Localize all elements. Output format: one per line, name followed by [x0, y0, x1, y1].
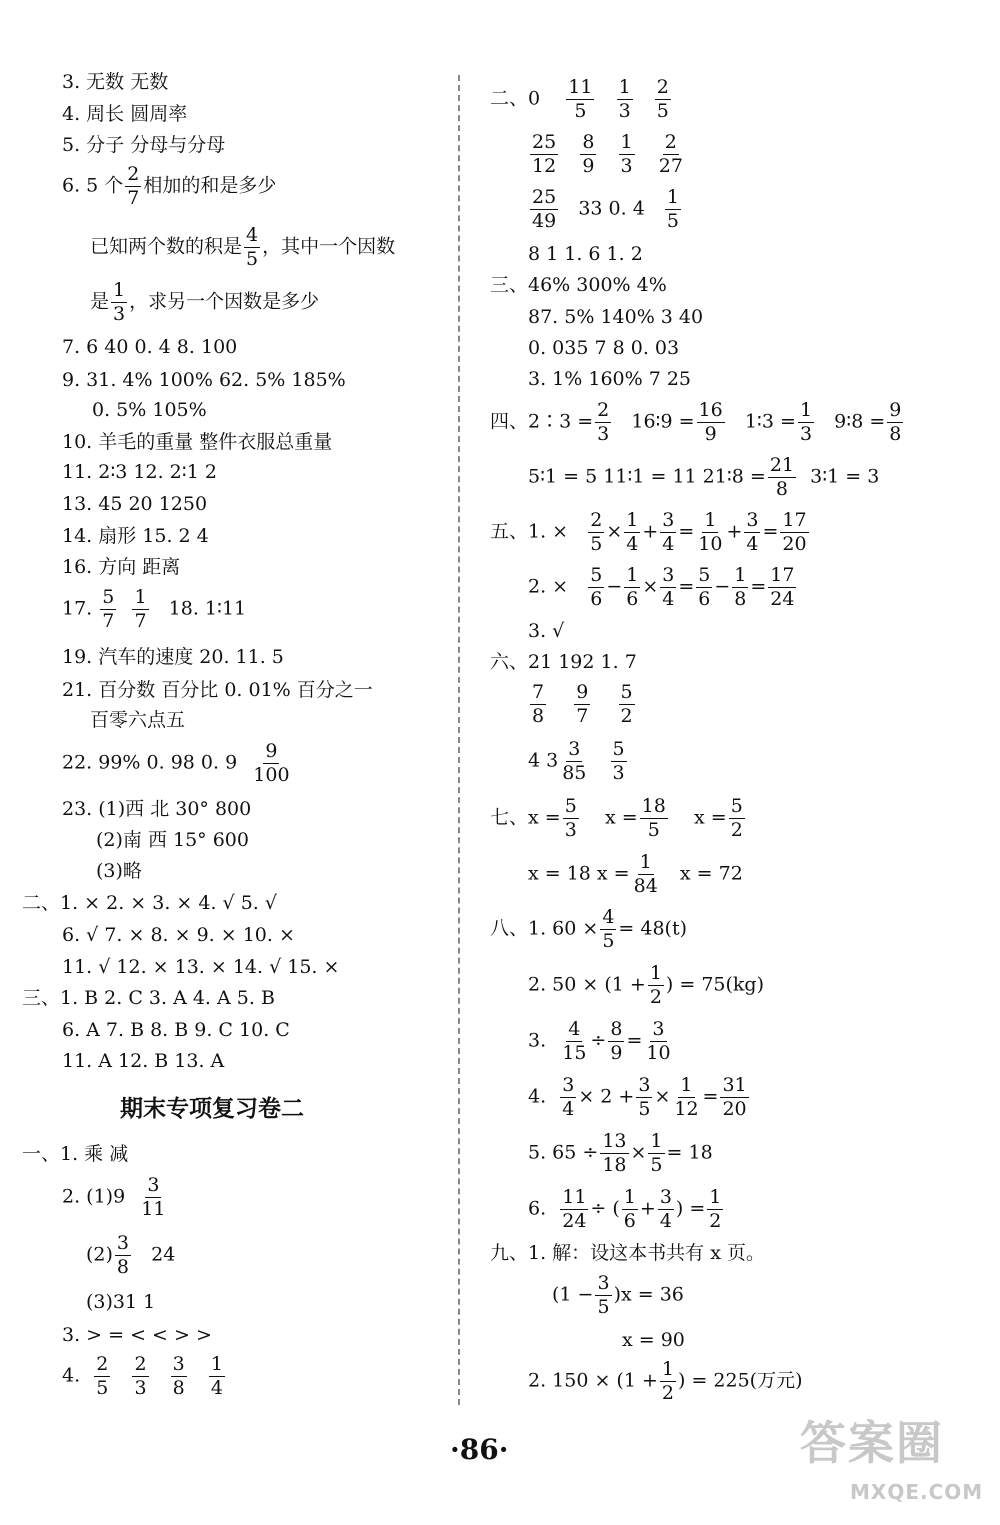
answer-line: 6. $\frac{11}{24}$ ÷ ( $\frac{1}{6}$ + $\frac{3}{4}$ ) = $\frac{1}{2}$	[528, 1186, 722, 1232]
answer-line: 11. √ 12. × 13. × 14. √ 15. ×	[62, 956, 340, 978]
answer-line: 4. $\frac{2}{5}$ $\frac{2}{3}$ $\frac{3}{8}$ $\frac{1}{4}$	[62, 1353, 223, 1399]
answer-line: 二、0 $\frac{11}{5}$ $\frac{1}{3}$ $\frac{2}{5}$	[490, 76, 669, 122]
answer-line: 一、1. 乘 减	[22, 1143, 129, 1165]
fraction: $\frac{3}{8}$	[172, 1353, 185, 1399]
answer-line: 11. 2∶3 12. 2∶1 2	[62, 461, 217, 483]
answer-line: x = 18 x = $\frac{1}{84}$ x = 72	[528, 851, 743, 897]
fraction: $\frac{5}{6}$	[590, 564, 603, 610]
answer-line: 6. 5 个 $\frac{2}{7}$ 相加的和是多少	[62, 163, 277, 209]
answer-line: (2) $\frac{3}{8}$ 24	[86, 1232, 176, 1278]
fraction: $\frac{11}{5}$	[568, 76, 593, 122]
answer-line: 8 1 1. 6 1. 2	[528, 243, 643, 265]
answer-line: 4. 周长 圆周率	[62, 103, 188, 125]
fraction: $\frac{8}{9}$	[610, 1018, 623, 1064]
fraction: $\frac{2}{7}$	[127, 163, 140, 209]
answer-line: 7. 6 40 0. 4 8. 100	[62, 336, 238, 358]
fraction: $\frac{2}{5}$	[656, 76, 669, 122]
fraction: $\frac{5}{3}$	[564, 795, 577, 841]
answer-line: (1 − $\frac{3}{5}$ )x = 36	[552, 1272, 684, 1318]
answer-line: 17. $\frac{5}{7}$ $\frac{1}{7}$ 18. 1∶11	[62, 586, 247, 632]
fraction: $\frac{1}{5}$	[666, 186, 680, 232]
answer-line: (2)南 西 15° 600	[96, 829, 249, 851]
answer-line: 3. √	[528, 620, 565, 642]
answer-line: 3. > = < < > >	[62, 1324, 212, 1346]
fraction: $\frac{2}{5}$	[96, 1353, 109, 1399]
answer-line: 3. 1% 160% 7 25	[528, 368, 692, 390]
fraction: $\frac{1}{3}$	[113, 279, 126, 325]
answer-line: 5. 分子 分母与分母	[62, 134, 226, 156]
fraction: $\frac{3}{4}$	[662, 564, 675, 610]
fraction: $\frac{2}{5}$	[590, 509, 603, 555]
fraction: $\frac{1}{4}$	[626, 509, 639, 555]
fraction: $\frac{3}{4}$	[662, 509, 675, 555]
fraction: $\frac{17}{24}$	[770, 564, 795, 610]
column-divider	[458, 75, 460, 1405]
fraction: $\frac{9}{7}$	[576, 681, 589, 727]
answer-line: 11. A 12. B 13. A	[62, 1050, 225, 1072]
fraction: $\frac{5}{2}$	[730, 795, 743, 841]
fraction: $\frac{1}{6}$	[626, 564, 639, 610]
answer-line: 0. 035 7 8 0. 03	[528, 337, 680, 359]
fraction: $\frac{7}{8}$	[532, 681, 545, 727]
answer-line: 4. $\frac{3}{4}$ × 2 + $\frac{3}{5}$ × $\frac{1}{12}$ = $\frac{31}{20}$	[528, 1074, 747, 1120]
answer-line	[528, 133, 687, 176]
fraction: $\frac{1}{4}$	[210, 1353, 223, 1399]
answer-line: 9. 31. 4% 100% 62. 5% 185%	[62, 369, 346, 391]
answer-line: 6. A 7. B 8. B 9. C 10. C	[62, 1019, 290, 1041]
fraction: $\frac{2}{3}$	[134, 1353, 147, 1399]
answer-line: 三、46% 300% 4%	[490, 274, 667, 296]
fraction: $\frac{3}{8}$	[116, 1232, 130, 1278]
fraction: $\frac{16}{9}$	[698, 399, 723, 445]
fraction: $\frac{9}{100}$	[253, 740, 290, 786]
answer-line: 19. 汽车的速度 20. 11. 5	[62, 646, 284, 668]
fraction: $\frac{4}{5}$	[246, 224, 259, 270]
fraction: $\frac{2}{27}$	[658, 131, 683, 177]
watermark-url: MXQE.COM	[850, 1480, 984, 1504]
answer-line: 14. 扇形 15. 2 4	[62, 525, 209, 547]
fraction: $\frac{3}{4}$	[562, 1074, 575, 1120]
fraction: $\frac{3}{5}$	[597, 1272, 610, 1318]
fraction: $\frac{1}{5}$	[650, 1130, 663, 1176]
fraction: $\frac{4}{15}$	[562, 1018, 587, 1064]
answer-line: 四、2∶3 = $\frac{2}{3}$ 16∶9 = $\frac{16}{9}$ 1∶3 = $\frac{1}{3}$ 9∶8 = $\frac{9}{8}$	[490, 399, 902, 445]
fraction: $\frac{3}{4}$	[746, 509, 759, 555]
answer-line: 5. 65 ÷ $\frac{13}{18}$ × $\frac{1}{5}$ = 18	[528, 1130, 713, 1176]
page-number: ·86·	[450, 1433, 509, 1466]
fraction: $\frac{1}{2}$	[649, 962, 662, 1008]
fraction: $\frac{3}{85}$	[562, 738, 587, 784]
answer-line: 4 3 $\frac{3}{85}$ $\frac{5}{3}$	[528, 738, 625, 784]
fraction: $\frac{1}{2}$	[661, 1358, 674, 1404]
answer-line: 21. 百分数 百分比 0. 01% 百分之一	[62, 679, 373, 701]
fraction: $\frac{8}{9}$	[582, 131, 595, 177]
answer-line: 22. 99% 0. 98 0. 9 $\frac{9}{100}$	[62, 740, 290, 786]
answer-line: $\frac{25}{49}$ 33 0. 4 $\frac{1}{5}$	[532, 186, 680, 232]
fraction: $\frac{5}{6}$	[698, 564, 711, 610]
answer-line: 2. × $\frac{5}{6}$ − $\frac{1}{6}$ × $\frac{3}{4}$ = $\frac{5}{6}$ − $\frac{1}{8}$ = $\frac{17}{24}$	[528, 564, 795, 610]
fraction: $\frac{25}{12}$	[532, 131, 557, 177]
answer-line: 3. 无数 无数	[62, 71, 169, 93]
fraction: $\frac{3}{4}$	[659, 1186, 672, 1232]
answer-line: 七、x = $\frac{5}{3}$ x = $\frac{18}{5}$ x = $\frac{5}{2}$	[490, 795, 743, 841]
fraction: $\frac{1}{3}$	[620, 131, 633, 177]
fraction: $\frac{9}{8}$	[889, 399, 902, 445]
answer-line: 0. 5% 105%	[92, 399, 207, 421]
answer-line: 八、1. 60 × $\frac{4}{5}$ = 48(t)	[490, 906, 688, 952]
fraction: $\frac{5}{7}$	[102, 586, 115, 632]
answer-line: 已知两个数的积是 $\frac{4}{5}$ ，其中一个因数	[90, 224, 396, 270]
answer-line: 九、1. 解：设这本书共有 x 页。	[490, 1242, 765, 1264]
fraction: $\frac{1}{2}$	[709, 1186, 722, 1232]
answer-line: x = 90	[622, 1329, 685, 1351]
fraction: $\frac{1}{84}$	[633, 851, 658, 897]
fraction: $\frac{3}{10}$	[646, 1018, 671, 1064]
fraction: $\frac{4}{5}$	[602, 906, 615, 952]
answer-line: 13. 45 20 1250	[62, 493, 208, 515]
fraction: $\frac{1}{3}$	[618, 76, 631, 122]
fraction: $\frac{5}{2}$	[620, 681, 633, 727]
answer-line: 五、1. × $\frac{2}{5}$ × $\frac{1}{4}$ + $\frac{3}{4}$ = $\frac{1}{10}$ + $\frac{3}{4}$ = $\frac{17}{20}$	[490, 509, 807, 555]
fraction: $\frac{5}{3}$	[612, 738, 625, 784]
answer-line: 是 $\frac{1}{3}$ ，求另一个因数是多少	[90, 279, 320, 325]
answer-line: 百零六点五	[90, 709, 186, 731]
answer-line: 16. 方向 距离	[62, 556, 181, 578]
fraction: $\frac{17}{20}$	[782, 509, 807, 555]
section-title: 期末专项复习卷二	[120, 1096, 304, 1122]
answer-line: 87. 5% 140% 3 40	[528, 306, 704, 328]
answer-line: 三、1. B 2. C 3. A 4. A 5. B	[22, 987, 275, 1009]
answer-line: 5∶1 = 5 11∶1 = 11 21∶8 = $\frac{21}{8}$ 3∶1 = 3	[528, 454, 880, 500]
fraction: $\frac{31}{20}$	[722, 1074, 747, 1120]
fraction: $\frac{13}{18}$	[602, 1130, 627, 1176]
fraction: $\frac{1}{8}$	[734, 564, 747, 610]
fraction: $\frac{18}{5}$	[641, 795, 666, 841]
answer-line: 2. (1)9 $\frac{3}{11}$	[62, 1174, 166, 1220]
fraction: $\frac{3}{5}$	[638, 1074, 651, 1120]
answer-line: (3)略	[96, 860, 142, 882]
answer-line	[528, 683, 637, 726]
answer-line: 23. (1)西 北 30° 800	[62, 798, 252, 820]
fraction: $\frac{1}{3}$	[799, 399, 813, 445]
fraction: $\frac{25}{49}$	[532, 186, 557, 232]
fraction: $\frac{1}{6}$	[623, 1186, 636, 1232]
fraction: $\frac{21}{8}$	[769, 454, 795, 500]
answer-line: 2. 150 × (1 + $\frac{1}{2}$ ) = 225(万元)	[528, 1358, 803, 1404]
watermark-logo: 答案圈	[800, 1416, 944, 1470]
fraction: $\frac{1}{7}$	[134, 586, 147, 632]
fraction: $\frac{11}{24}$	[562, 1186, 587, 1232]
answer-line: 6. √ 7. × 8. × 9. × 10. ×	[62, 924, 295, 946]
answer-line: (3)31 1	[86, 1291, 156, 1313]
fraction: $\frac{2}{3}$	[597, 399, 610, 445]
fraction: $\frac{3}{11}$	[141, 1174, 166, 1220]
answer-line: 二、1. × 2. × 3. × 4. √ 5. √	[22, 892, 277, 914]
answer-line: 3. $\frac{4}{15}$ ÷ $\frac{8}{9}$ = $\frac{3}{10}$	[528, 1018, 671, 1064]
answer-line: 2. 50 × (1 + $\frac{1}{2}$ ) = 75(kg)	[528, 962, 764, 1008]
answer-line: 六、21 192 1. 7	[490, 651, 637, 673]
fraction: $\frac{1}{12}$	[674, 1074, 699, 1120]
answer-line: 10. 羊毛的重量 整件衣服总重量	[62, 431, 333, 453]
fraction: $\frac{1}{10}$	[698, 509, 723, 555]
